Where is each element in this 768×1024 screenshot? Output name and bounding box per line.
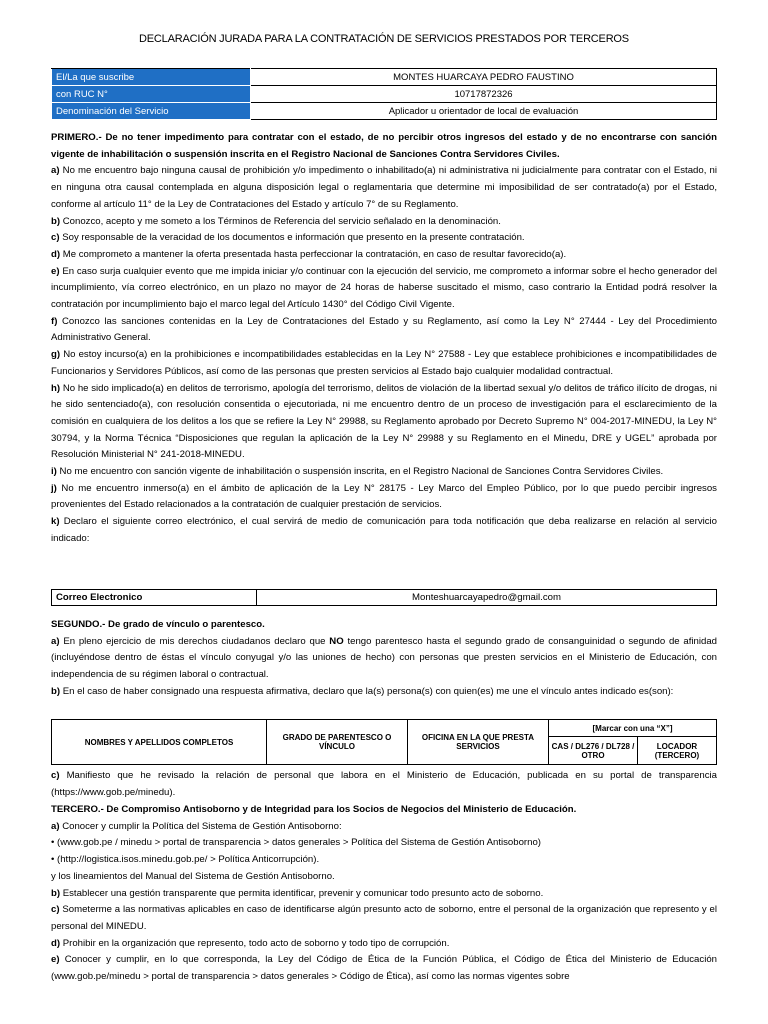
clause-key: g) <box>51 349 61 361</box>
clause-text: En caso surja cualquier evento que me impida iniciar y/o continuar con la ejecución del servicio, me comprometo a informar sobre el hecho generador del incumplimiento, vía correo electrónico, en un plazo no mayor de 24 horas de haberse suscitado el mismo, caso contrario la Entidad podrá resolver la contratación por incumplimiento bajo el marco legal del Artículo 1430° del Código Civil Vigente. <box>51 265 717 311</box>
clause-e <box>51 952 717 985</box>
clause-text: Someterme a las normativas aplicables en caso de identificarse algún presunto acto de soborno, entre el personal de la organización que represento y el personal del MINEDU. <box>51 904 717 932</box>
clause-text: No estoy incurso(a) en la prohibiciones e incompatibilidades establecidas en la Ley N° 27588 - Ley que establece prohibiciones e incompatibilidades de Funcionarios y Servidores Públicos, así como de las personas que presten servicios al Estado bajo cualquier modalidad contractual. <box>51 349 717 377</box>
clause-d <box>51 936 717 953</box>
clause-text: Prohibir en la organización que represento, todo acto de soborno y todo tipo de corrupción. <box>62 937 450 949</box>
clause-text: Conocer y cumplir la Política del Sistema de Gestión Antisoborno: <box>62 820 342 832</box>
service-value: Aplicador u orientador de local de evaluación <box>251 103 717 120</box>
clause-text: No me encuentro con sanción vigente de inhabilitación o suspensión inscrita, en el Registro Nacional de Sanciones Contra Servidores Civiles. <box>59 466 664 478</box>
clause-key: d) <box>51 248 61 260</box>
email-value: Monteshuarcayapedro@gmail.com <box>257 590 717 606</box>
clause-text: Conocer y cumplir, en lo que corresponda, la Ley del Código de Ética de la Función Pública, el Código de Ética del Ministerio de Educación (www.gob.pe/minedu > portal de transparencia > datos generales > Código de Ética), así como las normas vigentes sobre <box>51 954 717 983</box>
clause-key: i) <box>51 466 57 478</box>
clause-text: Soy responsable de la veracidad de los documentos e información que presento en la presente contratación. <box>62 232 525 244</box>
clause-e <box>51 264 717 314</box>
col-cas: CAS / DL276 / DL728 / OTRO <box>549 737 638 765</box>
clause-key: c) <box>51 232 60 244</box>
col-names: NOMBRES Y APELLIDOS COMPLETOS <box>52 720 267 765</box>
col-locador: LOCADOR (TERCERO) <box>638 737 717 765</box>
table-row <box>52 86 717 103</box>
clause-g <box>51 347 717 380</box>
relatives-table <box>51 719 717 765</box>
ruc-label: con RUC N° <box>52 86 251 103</box>
primero-heading: PRIMERO.- De no tener impedimento para contratar con el estado, de no percibir otros ingresos del estado y de no encontrarse con sanción vigente de inhabilitación o suspensión inscrita en el Registro Nacional de Sanciones Contra Servidores Civiles. <box>51 132 717 160</box>
clause-text: No me encuentro bajo ninguna causal de prohibición y/o impedimento o inhabilitado(a) ni administrativa ni judicialmente para contratar con el Estado, ni en ninguna otra causal contemplada en alguna disposición legal o reglamentaria que determine mi imposibilidad de ser contratado(a) por el Estado, conforme al artículo 11° de la Ley de Contrataciones del Estado y artículo 7° de su Reglamento. <box>51 165 717 210</box>
clause-key: k) <box>51 516 60 528</box>
clause-c <box>51 902 717 935</box>
clause-b <box>51 214 717 231</box>
ruc-value: 10717872326 <box>251 86 717 103</box>
clause-key: j) <box>51 482 57 494</box>
clause-text: Conozco, acepto y me someto a los Términos de Referencia del servicio señalado en la denominación. <box>62 215 501 227</box>
clause-f <box>51 314 717 347</box>
clause-a <box>51 819 717 836</box>
clause-text: No he sido implicado(a) en delitos de terrorismo, apología del terrorismo, delitos de violación de la libertad sexual y/o delitos de tráfico ilícito de drogas, ni he sido sentenciado(a), con resolución consentida o ejecutoriada, ni me encuentro dentro de un proceso de investigación para el esclarecimiento de la comisión en cualquiera de los delitos a los que se refiere la Ley N° 29988, su Reglamento aprobado por Decreto Supremo N° 004-2017-MINEDU, la Ley N° 30794, y la Norma Técnica “Disposiciones que regulan la aplicación de la Ley N° 29988 y su Reglamento en el Minedu, DRE y UGEL” aprobada por Resolución Ministerial N° 241-2018-MINEDU. <box>51 382 717 461</box>
clause-key: e) <box>51 954 60 966</box>
clause-d <box>51 247 717 264</box>
clause-text: En el caso de haber consignado una respuesta afirmativa, declaro que la(s) persona(s) con quien(es) me une el vínculo antes indicado es(son): <box>62 685 674 697</box>
mark-header: [Marcar con una “X”] <box>549 720 717 737</box>
clause-text: En pleno ejercicio de mis derechos ciudadanos declaro que <box>63 635 326 647</box>
clause-key: a) <box>51 820 60 832</box>
clause-key: b) <box>51 215 61 227</box>
clause-text: Me comprometo a mantener la oferta presentada hasta perfeccionar la contratación, en caso de resultar favorecido(a). <box>62 248 567 260</box>
clause-b <box>51 684 717 701</box>
col-degree: GRADO DE PARENTESCO O VÍNCULO <box>267 720 408 765</box>
clause-text: No me encuentro inmerso(a) en el ámbito de aplicación de la Ley N° 28175 - Ley Marco del Empleo Público, por lo que puedo percibir ingresos provenientes del Estado relacionados a la contratación de cualquier prestación de servicios. <box>51 482 717 511</box>
clause-text: Manifiesto que he revisado la relación de personal que labora en el Ministerio de Educación, publicada en su portal de transparencia (https://www.gob.pe/minedu). <box>51 770 717 798</box>
clause-k <box>51 514 717 547</box>
manual-line: y los lineamientos del Manual del Sistema de Gestión Antisoborno. <box>51 870 335 882</box>
clause-a <box>51 163 717 213</box>
clause-text: tengo parentesco hasta el segundo grado de consanguinidad o segundo de afinidad (incluyéndose dentro de éstas el vínculo conyugal y/o las uniones de hecho) con personas que presten servicios en el Ministerio de Educación, con independencia de su régimen laboral o contractual. <box>51 635 718 681</box>
bullet-1: • (www.gob.pe / minedu > portal de transparencia > datos generales > Política del Sistema de Gestión Antisoborno) <box>51 837 541 849</box>
clause-c-segundo <box>51 768 717 801</box>
table-row <box>52 590 717 606</box>
clause-key: a) <box>51 635 60 647</box>
clause-key: b) <box>51 887 61 899</box>
col-office: OFICINA EN LA QUE PRESTA SERVICIOS <box>408 720 549 765</box>
email-label: Correo Electronico <box>52 590 257 606</box>
segundo-heading: SEGUNDO.- De grado de vínculo o parentesco. <box>51 619 265 630</box>
section-tercero <box>51 802 717 986</box>
section-segundo <box>51 617 717 701</box>
table-row <box>52 103 717 120</box>
table-row <box>52 69 717 86</box>
clause-c <box>51 768 717 801</box>
clause-text: Establecer una gestión transparente que permita identificar, prevenir y comunicar todo presunto acto de soborno. <box>62 887 544 899</box>
tercero-heading: TERCERO.- De Compromiso Antisoborno y de Integridad para los Socios de Negocios del Ministerio de Educación. <box>51 804 577 815</box>
declarant-label: El/La que suscribe <box>52 69 251 86</box>
no-emphasis: NO <box>329 635 344 647</box>
service-label: Denominación del Servicio <box>52 103 251 120</box>
clause-j <box>51 481 717 514</box>
clause-a <box>51 634 717 684</box>
clause-key: c) <box>51 770 60 781</box>
email-table <box>51 589 717 606</box>
clause-key: a) <box>51 165 60 177</box>
table-row <box>52 720 717 737</box>
clause-key: d) <box>51 937 61 949</box>
clause-i <box>51 464 717 481</box>
clause-key: h) <box>51 382 61 394</box>
bullet-2: • (http://logistica.isos.minedu.gob.pe/ > Política Anticorrupción). <box>51 854 320 866</box>
clause-key: f) <box>51 315 58 327</box>
clause-text: Declaro el siguiente correo electrónico, el cual servirá de medio de comunicación para toda notificación que deba realizarse en relación al servicio indicado: <box>51 516 718 544</box>
clause-h <box>51 381 717 465</box>
clause-c <box>51 230 717 247</box>
clause-key: b) <box>51 685 61 697</box>
clause-text: Conozco las sanciones contenidas en la Ley de Contrataciones del Estado y su Reglamento, así como la Ley N° 27444 - Ley del Procedimiento Administrativo General. <box>51 315 718 344</box>
clause-key: c) <box>51 904 60 916</box>
declarant-info-table <box>51 68 717 120</box>
clause-b <box>51 886 717 903</box>
declarant-value: MONTES HUARCAYA PEDRO FAUSTINO <box>251 69 717 86</box>
section-primero <box>51 130 717 548</box>
clause-key: e) <box>51 265 60 277</box>
document-title: DECLARACIÓN JURADA PARA LA CONTRATACIÓN DE SERVICIOS PRESTADOS POR TERCEROS <box>139 33 629 45</box>
